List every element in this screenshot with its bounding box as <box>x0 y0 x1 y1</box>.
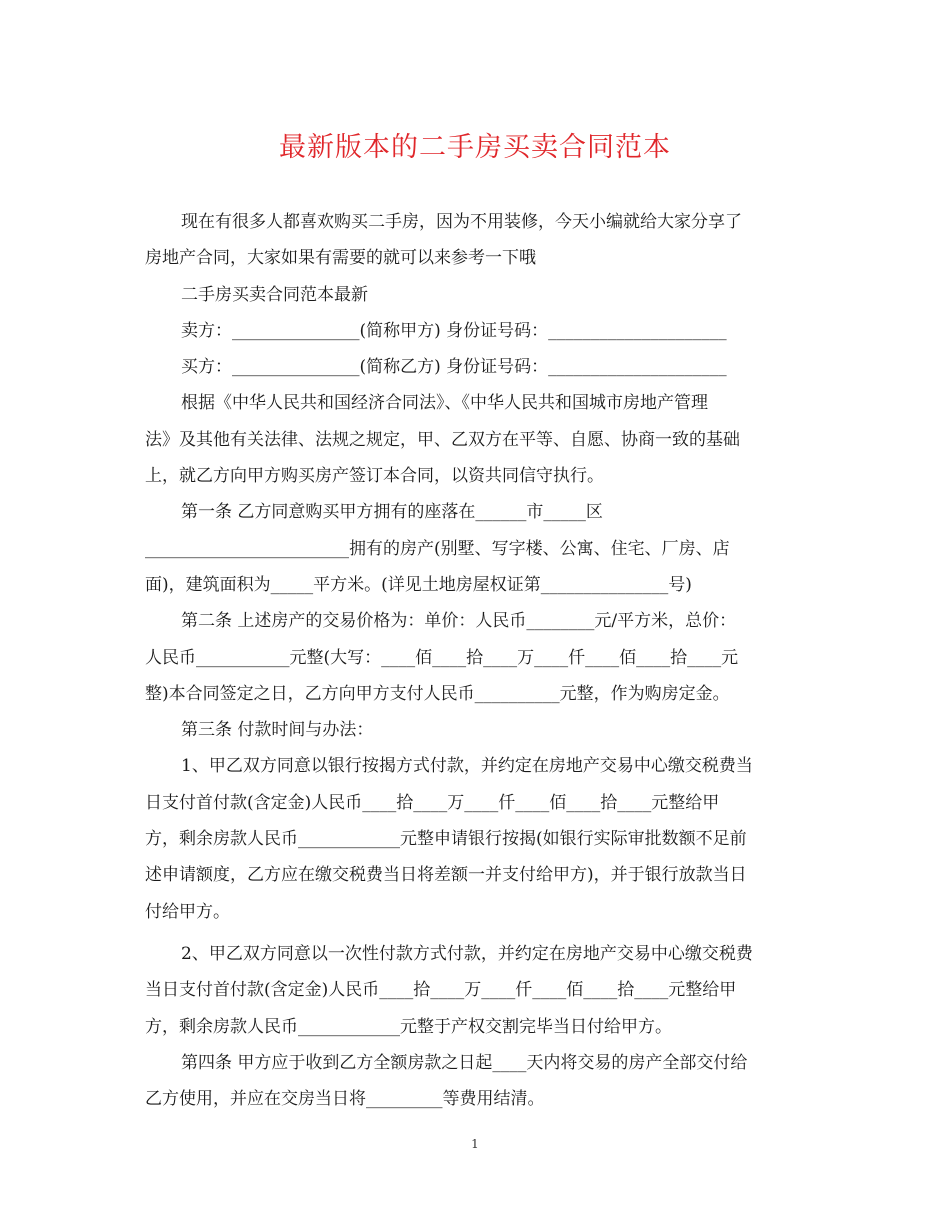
article-4-line-2: 乙方使用，并应在交房当日将_________等费用结清。 <box>145 1089 545 1110</box>
article-1-line-2: ________________________拥有的房产(别墅、写字楼、公寓、住宅、厂房、店 <box>145 538 730 559</box>
payment-2-line-3: 方，剩余房款人民币____________元整于产权交割完毕当日付给甲方。 <box>145 1016 672 1037</box>
article-3-title: 第三条 付款时间与办法： <box>181 720 374 741</box>
payment-2-line-1: 2、甲乙双方同意以一次性付款方式付款，并约定在房地产交易中心缴交税费 <box>181 943 753 964</box>
intro-line-2: 房地产合同，大家如果有需要的就可以来参考一下哦 <box>145 248 536 269</box>
document-body <box>145 204 805 1117</box>
seller-line: 卖方：_______________(简称甲方) 身份证号码：_____________________ <box>181 320 727 341</box>
intro-line-1: 现在有很多人都喜欢购买二手房，因为不用装修，今天小编就给大家分享了 <box>181 212 742 232</box>
article-2-line-1: 第二条 上述房产的交易价格为：单价：人民币________元/平方米，总价： <box>181 611 737 632</box>
basis-line-3: 上，就乙方向甲方购买房产签订本合同，以资共同信守执行。 <box>145 466 604 487</box>
article-2-line-2: 人民币___________元整(大写：____佰____拾____万____仟____佰____拾____元 <box>145 647 739 668</box>
article-2-line-3: 整)本合同签定之日，乙方向甲方支付人民币__________元整，作为购房定金。 <box>145 683 730 704</box>
basis-line-2: 法》及其他有关法律、法规之规定，甲、乙双方在平等、自愿、协商一致的基础 <box>145 429 740 450</box>
payment-1-line-1: 1、甲乙双方同意以银行按揭方式付款，并约定在房地产交易中心缴交税费当 <box>181 756 753 777</box>
article-1-line-3: 面)，建筑面积为_____平方米。(详见土地房屋权证第_______________号) <box>145 574 692 595</box>
payment-1-line-5: 付给甲方。 <box>145 901 230 922</box>
payment-1-line-3: 方，剩余房款人民币____________元整申请银行按揭(如银行实际审批数额不足前 <box>145 829 747 850</box>
article-1-line-1: 第一条 乙方同意购买甲方拥有的座落在______市_____区 <box>181 502 603 523</box>
contract-subtitle: 二手房买卖合同范本最新 <box>181 284 368 305</box>
payment-1-line-2: 日支付首付款(含定金)人民币____拾____万____仟____佰____拾____元整给甲 <box>145 792 720 813</box>
payment-2-line-2: 当日支付首付款(含定金)人民币____拾____万____仟____佰____拾____元整给甲 <box>145 980 737 1001</box>
payment-1-line-4: 述申请额度，乙方应在缴交税费当日将差额一并支付给甲方)，并于银行放款当日 <box>145 865 747 886</box>
buyer-line: 买方：_______________(简称乙方) 身份证号码：_____________________ <box>181 357 727 378</box>
article-4-line-1: 第四条 甲方应于收到乙方全额房款之日起____天内将交易的房产全部交付给 <box>181 1052 748 1073</box>
page-number: 1 <box>471 1137 479 1151</box>
basis-line-1: 根据《中华人民共和国经济合同法》、《中华人民共和国城市房地产管理 <box>181 393 708 414</box>
document-title: 最新版本的二手房买卖合同范本 <box>279 132 671 163</box>
